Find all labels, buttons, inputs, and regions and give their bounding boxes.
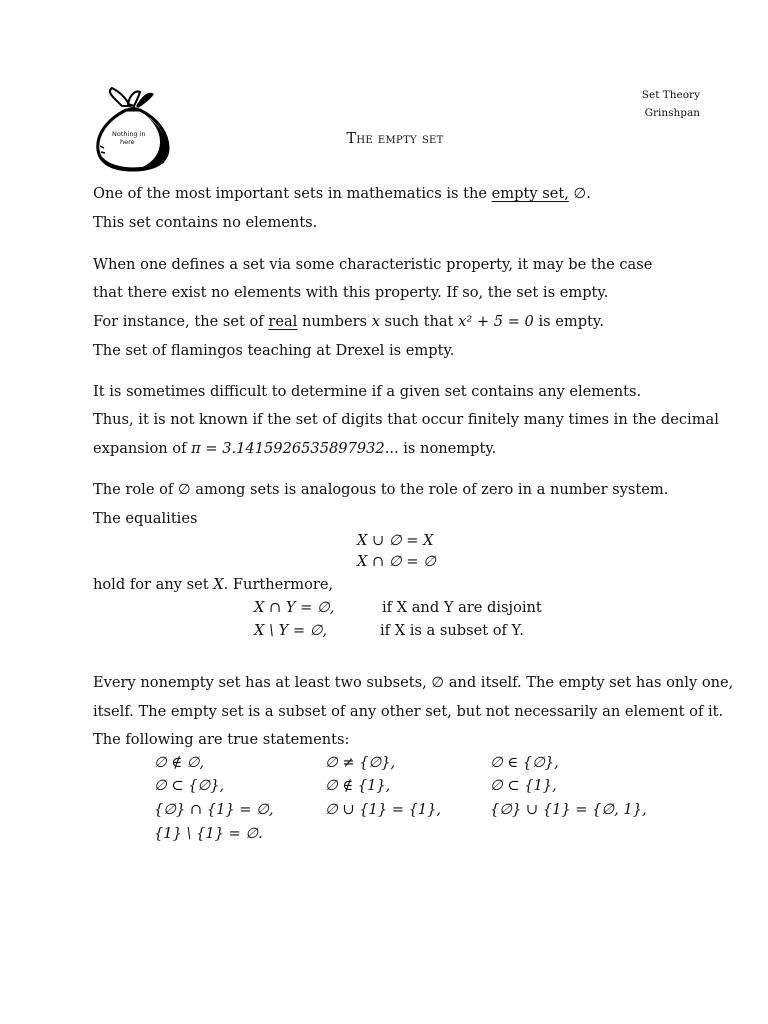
p3-l3-post: is nonempty. [398, 440, 497, 457]
money-bag-icon [92, 86, 172, 174]
statement: {∅} ∪ {1} = {∅, 1}, [490, 801, 647, 818]
statement: ∅ ⊂ {1}, [490, 777, 557, 794]
condition-disjoint: if X and Y are disjoint [382, 599, 542, 616]
p1-line2: This set contains no elements. [93, 214, 318, 231]
statement: ∅ ∉ {1}, [325, 777, 391, 794]
page-title: The empty set [346, 131, 444, 147]
equation-x2: x² + 5 = 0 [458, 313, 534, 330]
p4-l3-post: . Furthermore, [223, 576, 334, 593]
p5-line2: itself. The empty set is a subset of any other set, but not necessarily an element of it. [93, 703, 724, 720]
equation-union: X ∪ ∅ = X [357, 532, 434, 549]
p2-line1: When one defines a set via some characteristic property, it may be the case [93, 256, 653, 273]
p3-l3-pre: expansion of [93, 440, 192, 457]
p4-line2: The equalities [93, 510, 198, 527]
p4-line1: The role of ∅ among sets is analogous to the role of zero in a number system. [93, 481, 669, 498]
empty-set-term: empty set, [491, 185, 569, 202]
header-author: Grinshpan [644, 107, 700, 119]
p2-line3 [93, 313, 604, 331]
statement: ∅ ∉ ∅, [154, 754, 205, 771]
p1-line1 [93, 185, 591, 203]
p2-l3-mid: numbers [297, 313, 372, 330]
p4-line3 [93, 576, 333, 594]
statement: ∅ ∪ {1} = {1}, [325, 801, 442, 818]
statement: {∅} ∩ {1} = ∅, [154, 801, 274, 818]
statement: ∅ ⊂ {∅}, [154, 777, 225, 794]
statement: ∅ ∈ {∅}, [490, 754, 559, 771]
equation-disjoint: X ∩ Y = ∅, [254, 599, 335, 616]
p4-l3-pre: hold for any set [93, 576, 214, 593]
condition-subset: if X is a subset of Y. [380, 622, 524, 639]
p3-line2: Thus, it is not known if the set of digits that occur finitely many times in the decimal [93, 411, 719, 428]
equation-intersection: X ∩ ∅ = ∅ [357, 553, 436, 570]
p2-l3-pre: For instance, the set of [93, 313, 269, 330]
p2-l3-such: such that [379, 313, 459, 330]
var-X: X [213, 576, 224, 593]
p2-line2: that there exist no elements with this property. If so, the set is empty. [93, 284, 609, 301]
real-term: real [268, 313, 298, 330]
header-course: Set Theory [641, 89, 700, 101]
p1-text: One of the most important sets in mathematics is the [93, 185, 492, 202]
statement: ∅ ≠ {∅}, [325, 754, 396, 771]
equation-difference: X \ Y = ∅, [254, 622, 328, 639]
bag-label-line2: here [120, 138, 135, 146]
p2-line4: The set of flamingos teaching at Drexel is empty. [93, 342, 455, 359]
p3-line3 [93, 440, 496, 458]
var-x: x [371, 313, 380, 330]
p5-line3: The following are true statements: [93, 731, 350, 748]
pi-value: π = 3.1415926535897932... [191, 440, 399, 457]
p3-line1: It is sometimes difficult to determine if a given set contains any elements. [93, 383, 642, 400]
p5-line1: Every nonempty set has at least two subsets, ∅ and itself. The empty set has only one, [93, 674, 734, 691]
bag-label-line1: Nothing in [112, 130, 146, 138]
statement: {1} \ {1} = ∅. [154, 825, 263, 842]
p2-l3-post: is empty. [533, 313, 604, 330]
p1-symbol: ∅. [568, 185, 591, 202]
